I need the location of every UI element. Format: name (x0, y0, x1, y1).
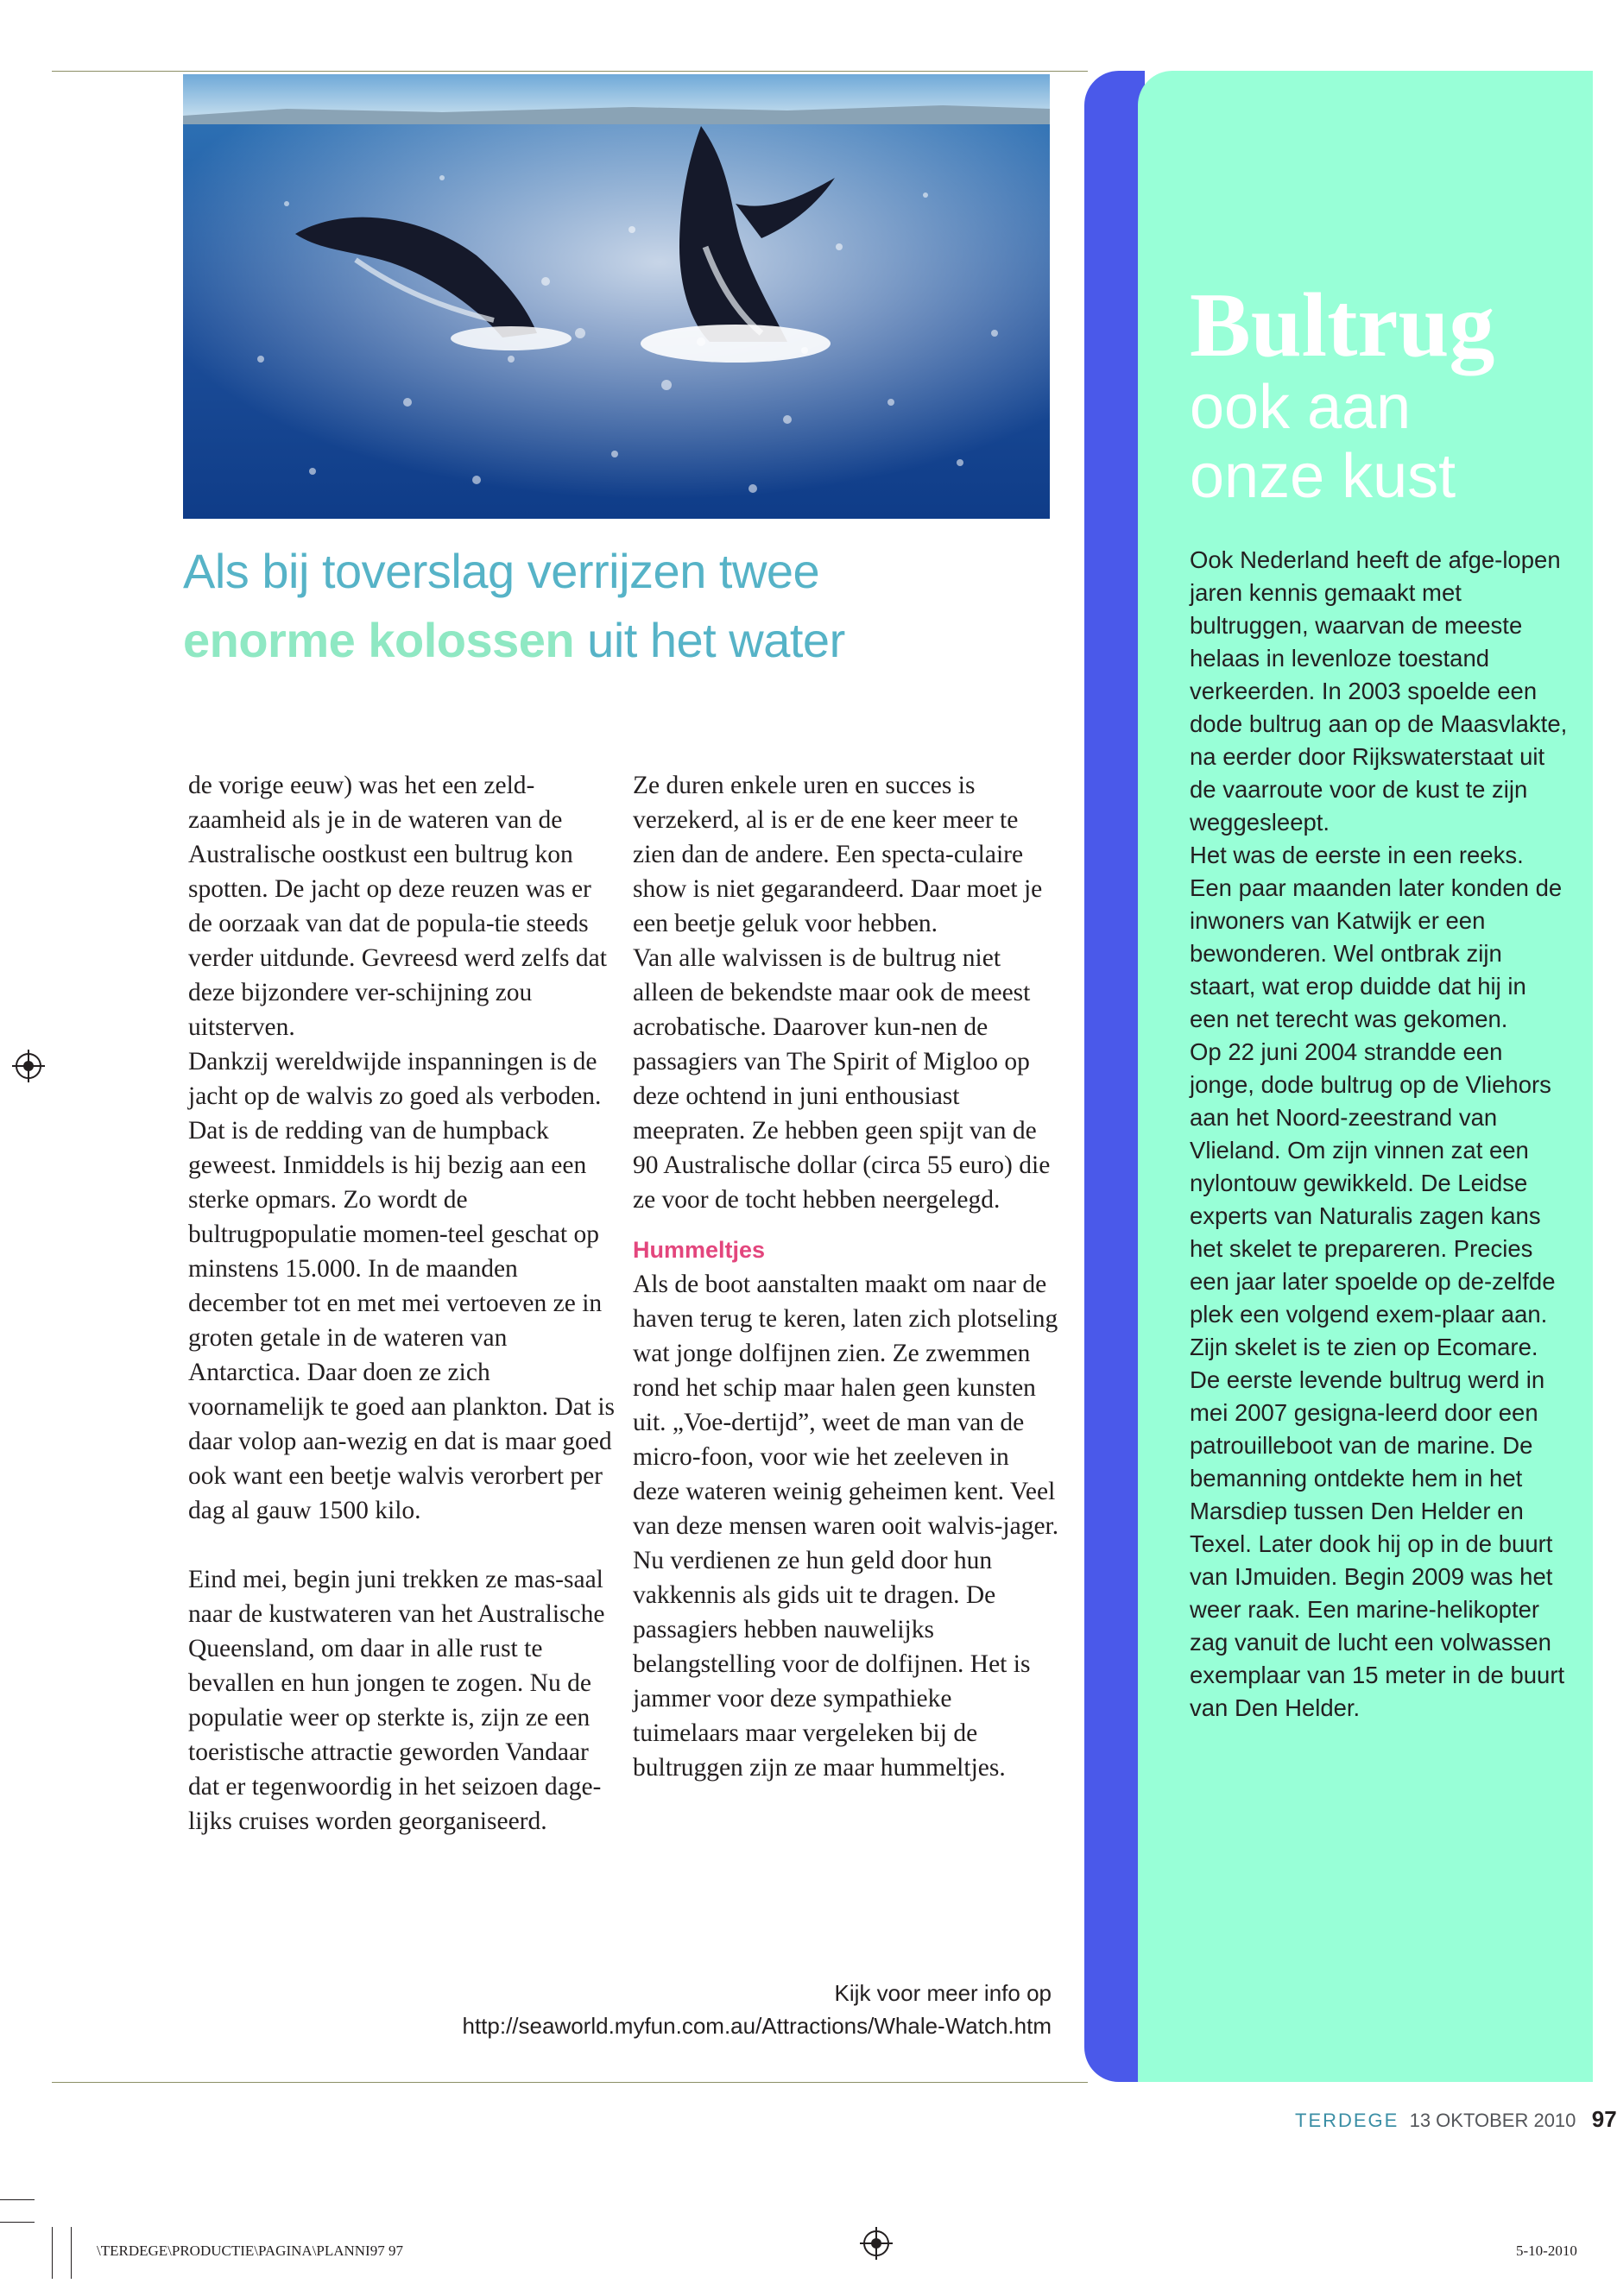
footer-date: 13 OKTOBER 2010 (1409, 2110, 1576, 2131)
paragraph: Eind mei, begin juni trekken ze mas-saal naar de kustwateren van het Australische Queensland, om daar in alle rust te bevallen en hun jongen te zogen. Nu de populatie weer op sterkte is, zijn ze een toeristische attractie geworden Vandaar dat er tegenwoordig in het seizoen dage-lijks cruises worden georganiseerd. (188, 1566, 605, 1835)
more-info-link[interactable]: http://seaworld.myfun.com.au/Attractions/Whale-Watch.htm (462, 2013, 1052, 2039)
footer-publication: TERDEGE (1295, 2110, 1399, 2131)
bottom-rule (52, 2082, 1088, 2083)
sidebar-paragraph: De eerste levende bultrug werd in mei 2007 gesigna-leerd door een patrouilleboot van de marine. De bemanning ontdekte hem in het Marsdiep tussen Den Helder en Texel. Later dook hij op in de buurt van IJmuiden. Begin 2009 was het weer raak. Een marine-helikopter zag vanuit de lucht een volwassen exemplaar van 15 meter in de buurt van Den Helder. (1190, 1366, 1565, 1721)
sidebar-title: Bultrug (1190, 274, 1495, 375)
crop-mark (0, 2222, 35, 2223)
subheading: Hummeltjes (633, 1237, 766, 1263)
more-info-label: Kijk voor meer info op (834, 1980, 1052, 2006)
sidebar-paragraph: Het was de eerste in een reeks. Een paar maanden later konden de inwoners van Katwijk er een bewonderen. Wel ontbrak zijn staart, wat erop duidde dat hij in een net terecht was gekomen. (1190, 842, 1563, 1032)
headline-line-2-rest: uit het water (574, 613, 845, 667)
more-info (328, 1977, 1052, 2042)
paragraph: Als de boot aanstalten maakt om naar de haven terug te keren, laten zich plotseling wat jonge dolfijnen zien. Ze zwemmen rond het schip maar halen geen kunsten uit. „Voe-dertijd”, weet de man van de micro-foon, voor wie het zeeleven in deze wateren weinig geheimen kent. Veel van deze mensen waren ooit walvis-jager. Nu verdienen ze hun geld door hun vakkennis als gids uit te dragen. De passagiers hebben nauwelijks belangstelling voor de dolfijnen. Het is jammer voor deze sympathieke tuimelaars maar vergeleken bij de bultruggen zijn ze maar hummeltjes. (633, 1271, 1059, 1782)
sidebar-paragraph: Op 22 juni 2004 strandde een jonge, dode bultrug op de Vliehors aan het Noord-zeestrand van Vlieland. Om zijn vinnen zat een nylontouw gewikkeld. De Leidse experts van Naturalis zagen kans het skelet te prepareren. Precies een jaar later spoelde op de-zelfde plek een volgend exem-plaar aan. Zijn skelet is te zien op Ecomare. (1190, 1038, 1556, 1360)
headline-line-1: Als bij toverslag verrijzen twee (183, 544, 820, 598)
paragraph: Ze duren enkele uren en succes is verzekerd, al is er de ene keer meer te zien dan de andere. Een specta-culaire show is niet gegarandeerd. Daar moet je een beetje geluk voor hebben. (633, 772, 1043, 937)
article-column-1 (188, 768, 616, 1839)
article-headline (183, 537, 1046, 675)
top-rule (52, 71, 1088, 72)
paragraph: Dankzij wereldwijde inspanningen is de jacht op de walvis zo goed als verboden. Dat is de redding van de humpback geweest. Inmiddels is hij bezig aan een sterke opmars. Zo wordt de bultrugpopulatie momen-teel geschat op minstens 15.000. In de maanden december tot en met mei vertoeven ze in groten getale in de wateren van Antarctica. Daar doen ze zich voornamelijk te goed aan plankton. Dat is daar volop aan-wezig en dat is maar goed ook want een beetje walvis verorbert per dag al gauw 1500 kilo. (188, 1048, 615, 1524)
sidebar-subtitle (1190, 373, 1587, 511)
sidebar-accent-bar (1084, 71, 1145, 2082)
page-footer (1295, 2106, 1617, 2133)
registration-mark-icon (16, 1053, 41, 1079)
headline-emphasis: enorme kolossen (183, 613, 575, 667)
headline-line-2 (183, 606, 1046, 675)
sidebar-body (1190, 544, 1570, 1725)
paragraph: Van alle walvissen is de bultrug niet alleen de bekendste maar ook de meest acrobatische. Daarover kun-nen de passagiers van The Spirit of Migloo op deze ochtend in juni enthousiast meepraten. Ze hebben geen spijt van de 90 Australische dollar (circa 55 euro) die ze voor de tocht hebben neergelegd. (633, 944, 1051, 1214)
whale-photo (183, 74, 1050, 519)
registration-mark-icon (863, 2230, 889, 2256)
page-number: 97 (1591, 2106, 1617, 2132)
whale-photo-icon (183, 74, 1050, 519)
sidebar-paragraph: Ook Nederland heeft de afge-lopen jaren kennis gemaakt met bultruggen, waarvan de meeste helaas in levenloze toestand verkeerden. In 2003 spoelde een dode bultrug aan op de Maasvlakte, na eerder door Rijkswaterstaat uit de vaarroute voor de kust te zijn weggesleept. (1190, 546, 1568, 836)
sidebar-subtitle-line-2: onze kust (1190, 442, 1456, 511)
article-column-2 (633, 768, 1060, 1785)
slug-date: 5-10-2010 (1516, 2242, 1577, 2259)
crop-mark (0, 2199, 35, 2200)
paragraph: de vorige eeuw) was het een zeld-zaamheid als je in de wateren van de Australische oostkust een bultrug kon spotten. De jacht op deze reuzen was er de oorzaak van dat de popula-tie steeds verder uitdunde. Gevreesd werd zelfs dat deze bijzondere ver-schijning zou uitsterven. (188, 772, 607, 1041)
crop-mark (71, 2227, 72, 2279)
slug-path: \TERDEGE\PRODUCTIE\PAGINA\PLANNI97 97 (97, 2242, 403, 2259)
crop-mark (52, 2227, 53, 2279)
sidebar-subtitle-line-1: ook aan (1190, 373, 1412, 442)
